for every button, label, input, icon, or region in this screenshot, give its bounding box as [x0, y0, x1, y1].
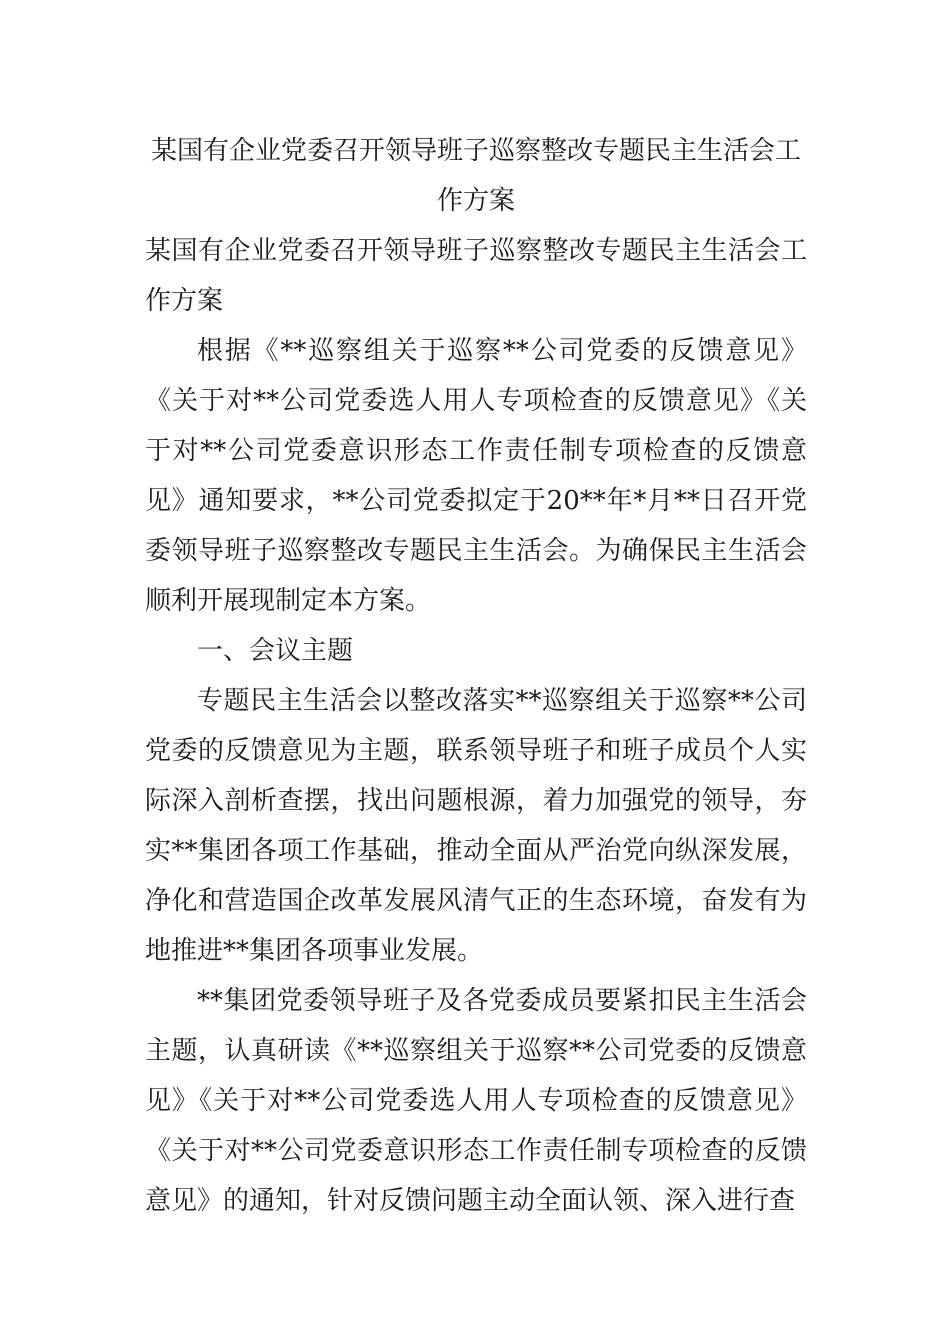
paragraph-intro: 根据《**巡察组关于巡察**公司党委的反馈意见》《关于对**公司党委选人用人专项检查的反馈意见》《关于对**公司党委意识形态工作责任制专项检查的反馈意见》通知要求，**公司党委拟定于20**年*月**日召开党委领导班子巡察整改专题民主生活会。为确保民主生活会顺利开展现制定本方案。: [145, 336, 807, 616]
paragraph-requirements: **集团党委领导班子及各党委成员要紧扣民主生活会主题，认真研读《**巡察组关于巡察**公司党委的反馈意见》《关于对**公司党委选人用人专项检查的反馈意见》《关于对**公司党委意识形态工作责任制专项检查的反馈意见》的通知，针对反馈问题主动全面认领、深入进行查: [145, 986, 807, 1216]
document-subtitle: 某国有企业党委召开领导班子巡察整改专题民主生活会工作方案: [145, 236, 807, 316]
paragraph-theme-description: 专题民主生活会以整改落实**巡察组关于巡察**公司党委的反馈意见为主题，联系领导班子和班子成员个人实际深入剖析查摆，找出问题根源，着力加强党的领导，夯实**集团各项工作基础，推动全面从严治党向纵深发展，净化和营造国企改革发展风清气正的生态环境，奋发有为地推进**集团各项事业发展。: [145, 686, 807, 966]
section-heading-meeting-theme: 一、会议主题: [197, 636, 354, 666]
document-title: 某国有企业党委召开领导班子巡察整改专题民主生活会工作方案: [150, 136, 801, 216]
document-body: [145, 126, 807, 1226]
